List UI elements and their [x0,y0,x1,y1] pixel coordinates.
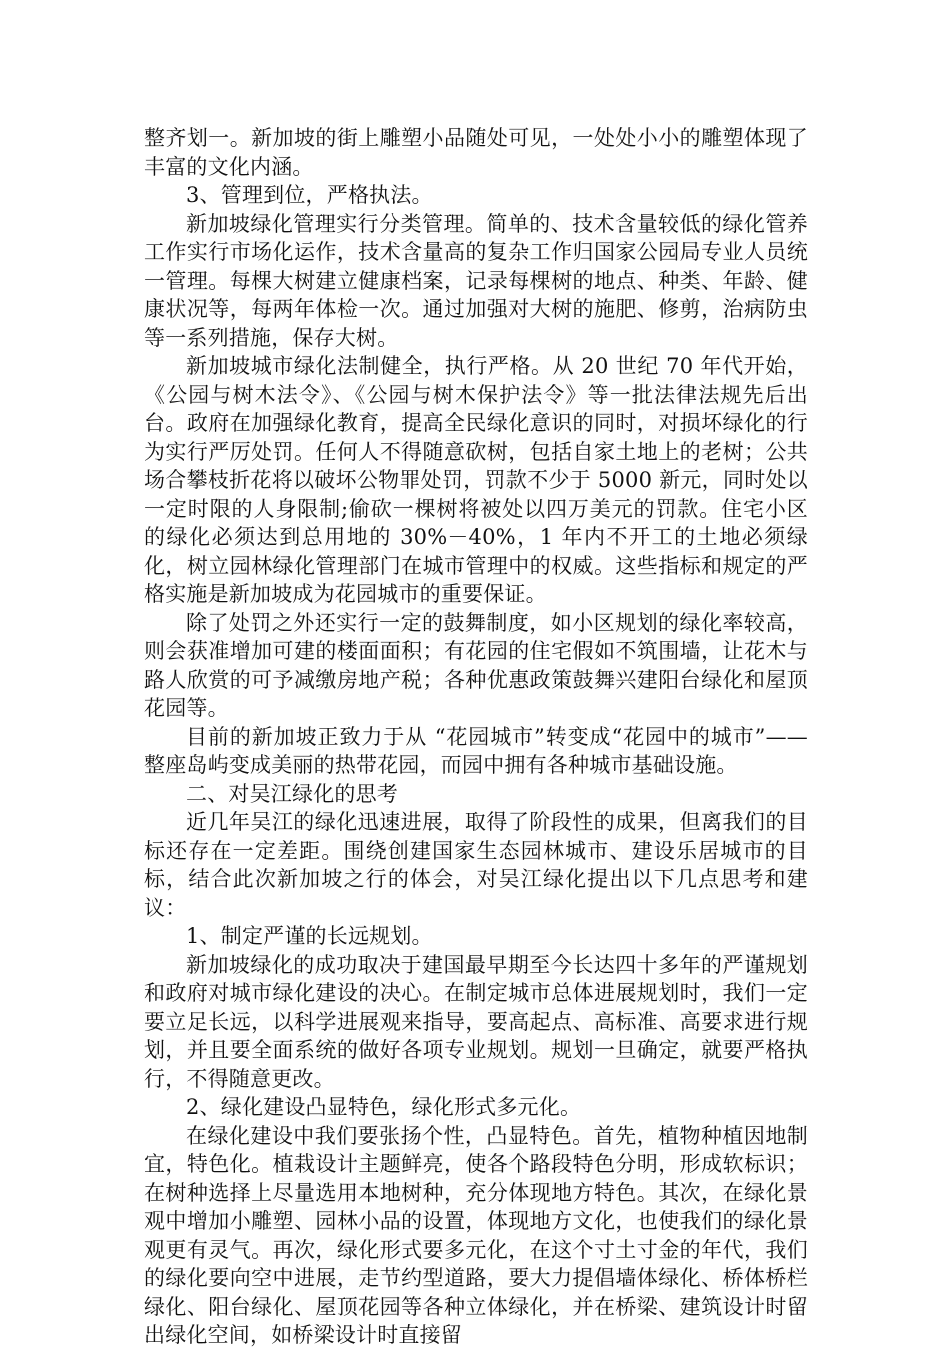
paragraph-wujiang-progress: 近几年吴江的绿化迅速进展，取得了阶段性的成果，但离我们的目标还存在一定差距。围绕创建国家生态园林城市、建设乐居城市的目标，结合此次新加坡之行的体会，对吴江绿化提出以下几点思考和建议： [144,810,808,920]
paragraph-incentives: 除了处罚之外还实行一定的鼓舞制度，如小区规划的绿化率较高，则会获准增加可建的楼面面积；有花园的住宅假如不筑围墙，让花木与路人欣赏的可予减缴房地产税；各种优惠政策鼓舞兴建阳台绿化和屋顶花园等。 [144,610,808,720]
subheading-long-term-plan: 1、制定严谨的长远规划。 [186,924,433,948]
subheading-diversified-greening: 2、绿化建设凸显特色，绿化形式多元化。 [186,1095,582,1119]
paragraph-classified-management: 新加坡绿化管理实行分类管理。简单的、技术含量较低的绿化管养工作实行市场化运作，技术含量高的复杂工作归国家公园局专业人员统一管理。每棵大树建立健康档案，记录每棵树的地点、种类、年龄、健康状况等，每两年体检一次。通过加强对大树的施肥、修剪，治病防虫等一系列措施，保存大树。 [144,211,808,350]
paragraph-characteristics: 在绿化建设中我们要张扬个性，凸显特色。首先，植物种植因地制宜，特色化。植栽设计主题鲜亮，使各个路段特色分明，形成软标识；在树种选择上尽量选用本地树种，充分体现地方特色。其次，在绿化景观中增加小雕塑、园林小品的设置，体现地方文化，也使我们的绿化景观更有灵气。再次，绿化形式要多元化，在这个寸土寸金的年代，我们的绿化要向空中进展，走节约型道路，要大力提倡墙体绿化、桥体桥栏绿化、阳台绿化、屋顶花园等各种立体绿化，并在桥梁、建筑设计时留出绿化空间，如桥梁设计时直接留 [144,1123,808,1347]
paragraph-greening-law: 新加坡城市绿化法制健全，执行严格。从 20 世纪 70 年代开始，《公园与树木法令》、《公园与树木保护法令》等一批法律法规先后出台。政府在加强绿化教育，提高全民绿化意识的同时，对损坏绿化的行为实行严厉处罚。任何人不得随意砍树，包括自家土地上的老树；公共场合攀枝折花将以破坏公物罪处罚，罚款不少于 5000 新元，同时处以一定时限的人身限制;偷砍一棵树将被处以四万美元的罚款。住宅小区的绿化必须达到总用地的 30%－40%，1 年内不开工的土地必须绿化，树立园林绿化管理部门在城市管理中的权威。这些指标和规定的严格实施是新加坡成为花园城市的重要保证。 [144,354,808,606]
section-heading-wujiang: 二、对吴江绿化的思考 [186,781,398,806]
paragraph-continuation: 整齐划一。新加坡的街上雕塑小品随处可见，一处处小小的雕塑体现了丰富的文化内涵。 [144,126,808,179]
paragraph-garden-city: 目前的新加坡正致力于从 “花园城市”转变成“花园中的城市”——整座岛屿变成美丽的热带花园，而园中拥有各种城市基础设施。 [144,724,808,777]
section-heading-management: 3、管理到位，严格执法。 [186,183,433,207]
document-body [144,124,808,1350]
paragraph-planning: 新加坡绿化的成功取决于建国最早期至今长达四十多年的严谨规划和政府对城市绿化建设的决心。在制定城市总体进展规划时，我们一定要立足长远，以科学进展观来指导，要高起点、高标准、高要求进行规划，并且要全面系统的做好各项专业规划。规划一旦确定，就要严格执行，不得随意更改。 [144,952,808,1091]
